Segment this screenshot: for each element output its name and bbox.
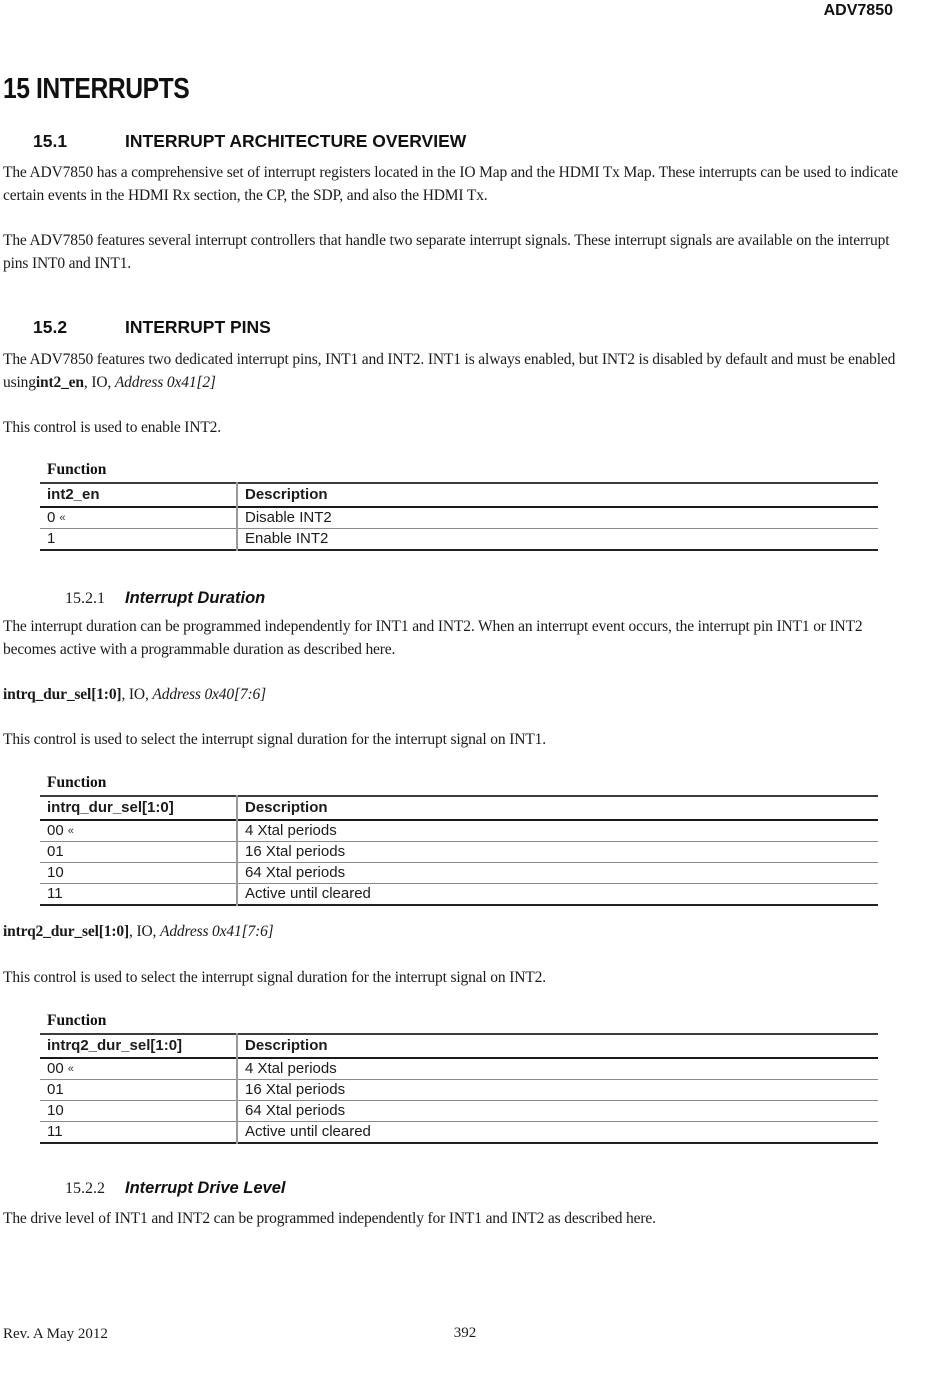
value-text: 1 [47, 530, 56, 547]
register-address: Address 0x41[7:6] [160, 923, 274, 940]
value-text: 11 [47, 885, 63, 902]
section-title: INTERRUPT ARCHITECTURE OVERVIEW [125, 131, 467, 151]
table-row [40, 1101, 878, 1122]
table-row [40, 820, 878, 842]
paragraph-text: , IO, [121, 686, 153, 703]
default-marker: « [67, 1063, 74, 1075]
subsection-number: 15.2.1 [65, 590, 105, 607]
function-table-int2-en [40, 461, 878, 551]
register-name: intrq2_dur_sel[1:0] [3, 923, 130, 940]
paragraph: This control is used to select the interrupt signal duration for the interrupt signal on INT1. [3, 731, 546, 748]
cell-value [40, 842, 237, 863]
table-row [40, 1058, 878, 1080]
register-address: Address 0x40[7:6] [152, 686, 266, 703]
subsection-heading-15-2-2 [65, 1179, 285, 1198]
subsection-number: 15.2.2 [65, 1180, 105, 1197]
value-text: 00 [47, 1060, 64, 1077]
register-table [40, 1033, 878, 1144]
cell-description: Active until cleared [245, 1123, 371, 1140]
paragraph: This control is used to select the interrupt signal duration for the interrupt signal on INT2. [3, 969, 546, 986]
paragraph-text: The ADV7850 features two dedicated interrupt pins, INT1 and INT2. INT1 is always enabled, but INT2 is disabled by default and must be enabled using [3, 351, 896, 391]
section-heading-15-2 [33, 317, 271, 338]
paragraph: The ADV7850 features several interrupt controllers that handle two separate interrupt signals. These interrupt signals are available on the interrupt pins INT0 and INT1. [3, 232, 890, 272]
value-text: 11 [47, 1123, 63, 1140]
table-row [40, 1080, 878, 1101]
cell-value [40, 1122, 237, 1144]
table-row [40, 884, 878, 906]
section-number: 15.1 [33, 131, 68, 151]
table-row [40, 1122, 878, 1144]
cell-value [40, 820, 237, 842]
column-header-register: intrq_dur_sel[1:0] [40, 796, 237, 820]
cell-value [40, 529, 237, 551]
column-header-description: Description [245, 799, 328, 816]
cell-description: 64 Xtal periods [245, 1102, 346, 1119]
table-caption: Function [47, 461, 107, 478]
column-header-register: int2_en [40, 483, 237, 507]
cell-value [40, 1058, 237, 1080]
value-text: 10 [47, 1102, 64, 1119]
register-table [40, 482, 878, 551]
table-row [40, 842, 878, 863]
cell-description: Disable INT2 [245, 509, 332, 526]
table-row [40, 529, 878, 551]
cell-description: 16 Xtal periods [245, 843, 346, 860]
value-text: 01 [47, 1081, 64, 1098]
column-header-register: intrq2_dur_sel[1:0] [40, 1034, 237, 1058]
function-table-intrq-dur-sel [40, 774, 878, 906]
table-header-row [40, 483, 878, 507]
table-caption: Function [47, 774, 107, 791]
register-table [40, 795, 878, 906]
register-reference [3, 683, 918, 706]
table-header-row [40, 1034, 878, 1058]
subsection-heading-15-2-1 [65, 589, 265, 608]
register-name: intrq_dur_sel[1:0] [3, 686, 122, 703]
paragraph: The interrupt duration can be programmed independently for INT1 and INT2. When an interrupt event occurs, the interrupt pin INT1 or INT2 becomes active with a programmable duration as described here. [3, 618, 863, 658]
register-name: int2_en [35, 374, 84, 391]
paragraph-text: , IO, [83, 374, 115, 391]
register-address: Address 0x41[2] [114, 374, 216, 391]
cell-description: 64 Xtal periods [245, 864, 346, 881]
table-row [40, 507, 878, 529]
section-number: 15.2 [33, 317, 68, 337]
product-name: ADV7850 [823, 2, 893, 19]
cell-description: Enable INT2 [245, 530, 329, 547]
table-row [40, 863, 878, 884]
paragraph: The ADV7850 has a comprehensive set of interrupt registers located in the IO Map and the HDMI Tx Map. These interrupts can be used to indicate certain events in the HDMI Rx section, the CP, the SDP, and also the HDMI Tx. [3, 164, 898, 204]
footer-page-number: 392 [453, 1325, 477, 1341]
value-text: 0 [47, 509, 56, 526]
chapter-title: 15 INTERRUPTS [3, 73, 190, 105]
register-reference [3, 920, 918, 943]
cell-description: 4 Xtal periods [245, 822, 337, 839]
section-heading-15-1 [33, 131, 466, 152]
cell-value [40, 507, 237, 529]
cell-description: 4 Xtal periods [245, 1060, 337, 1077]
cell-description: Active until cleared [245, 885, 371, 902]
section-title: INTERRUPT PINS [125, 317, 271, 337]
cell-value [40, 863, 237, 884]
default-marker: « [67, 825, 74, 837]
table-header-row [40, 796, 878, 820]
subsection-title: Interrupt Duration [125, 589, 266, 607]
paragraph: The drive level of INT1 and INT2 can be programmed independently for INT1 and INT2 as described here. [3, 1210, 656, 1227]
column-header-description: Description [245, 486, 328, 503]
value-text: 10 [47, 864, 64, 881]
value-text: 01 [47, 843, 64, 860]
column-header-description: Description [245, 1037, 328, 1054]
paragraph [3, 348, 918, 394]
cell-description: 16 Xtal periods [245, 1081, 346, 1098]
cell-value [40, 1080, 237, 1101]
footer-revision: Rev. A May 2012 [3, 1326, 108, 1342]
paragraph-text: , IO, [129, 923, 161, 940]
default-marker: « [59, 512, 66, 524]
function-table-intrq2-dur-sel [40, 1012, 878, 1144]
table-caption: Function [47, 1012, 107, 1029]
value-text: 00 [47, 822, 64, 839]
cell-value [40, 884, 237, 906]
cell-value [40, 1101, 237, 1122]
subsection-title: Interrupt Drive Level [125, 1179, 286, 1197]
paragraph: This control is used to enable INT2. [3, 419, 222, 436]
